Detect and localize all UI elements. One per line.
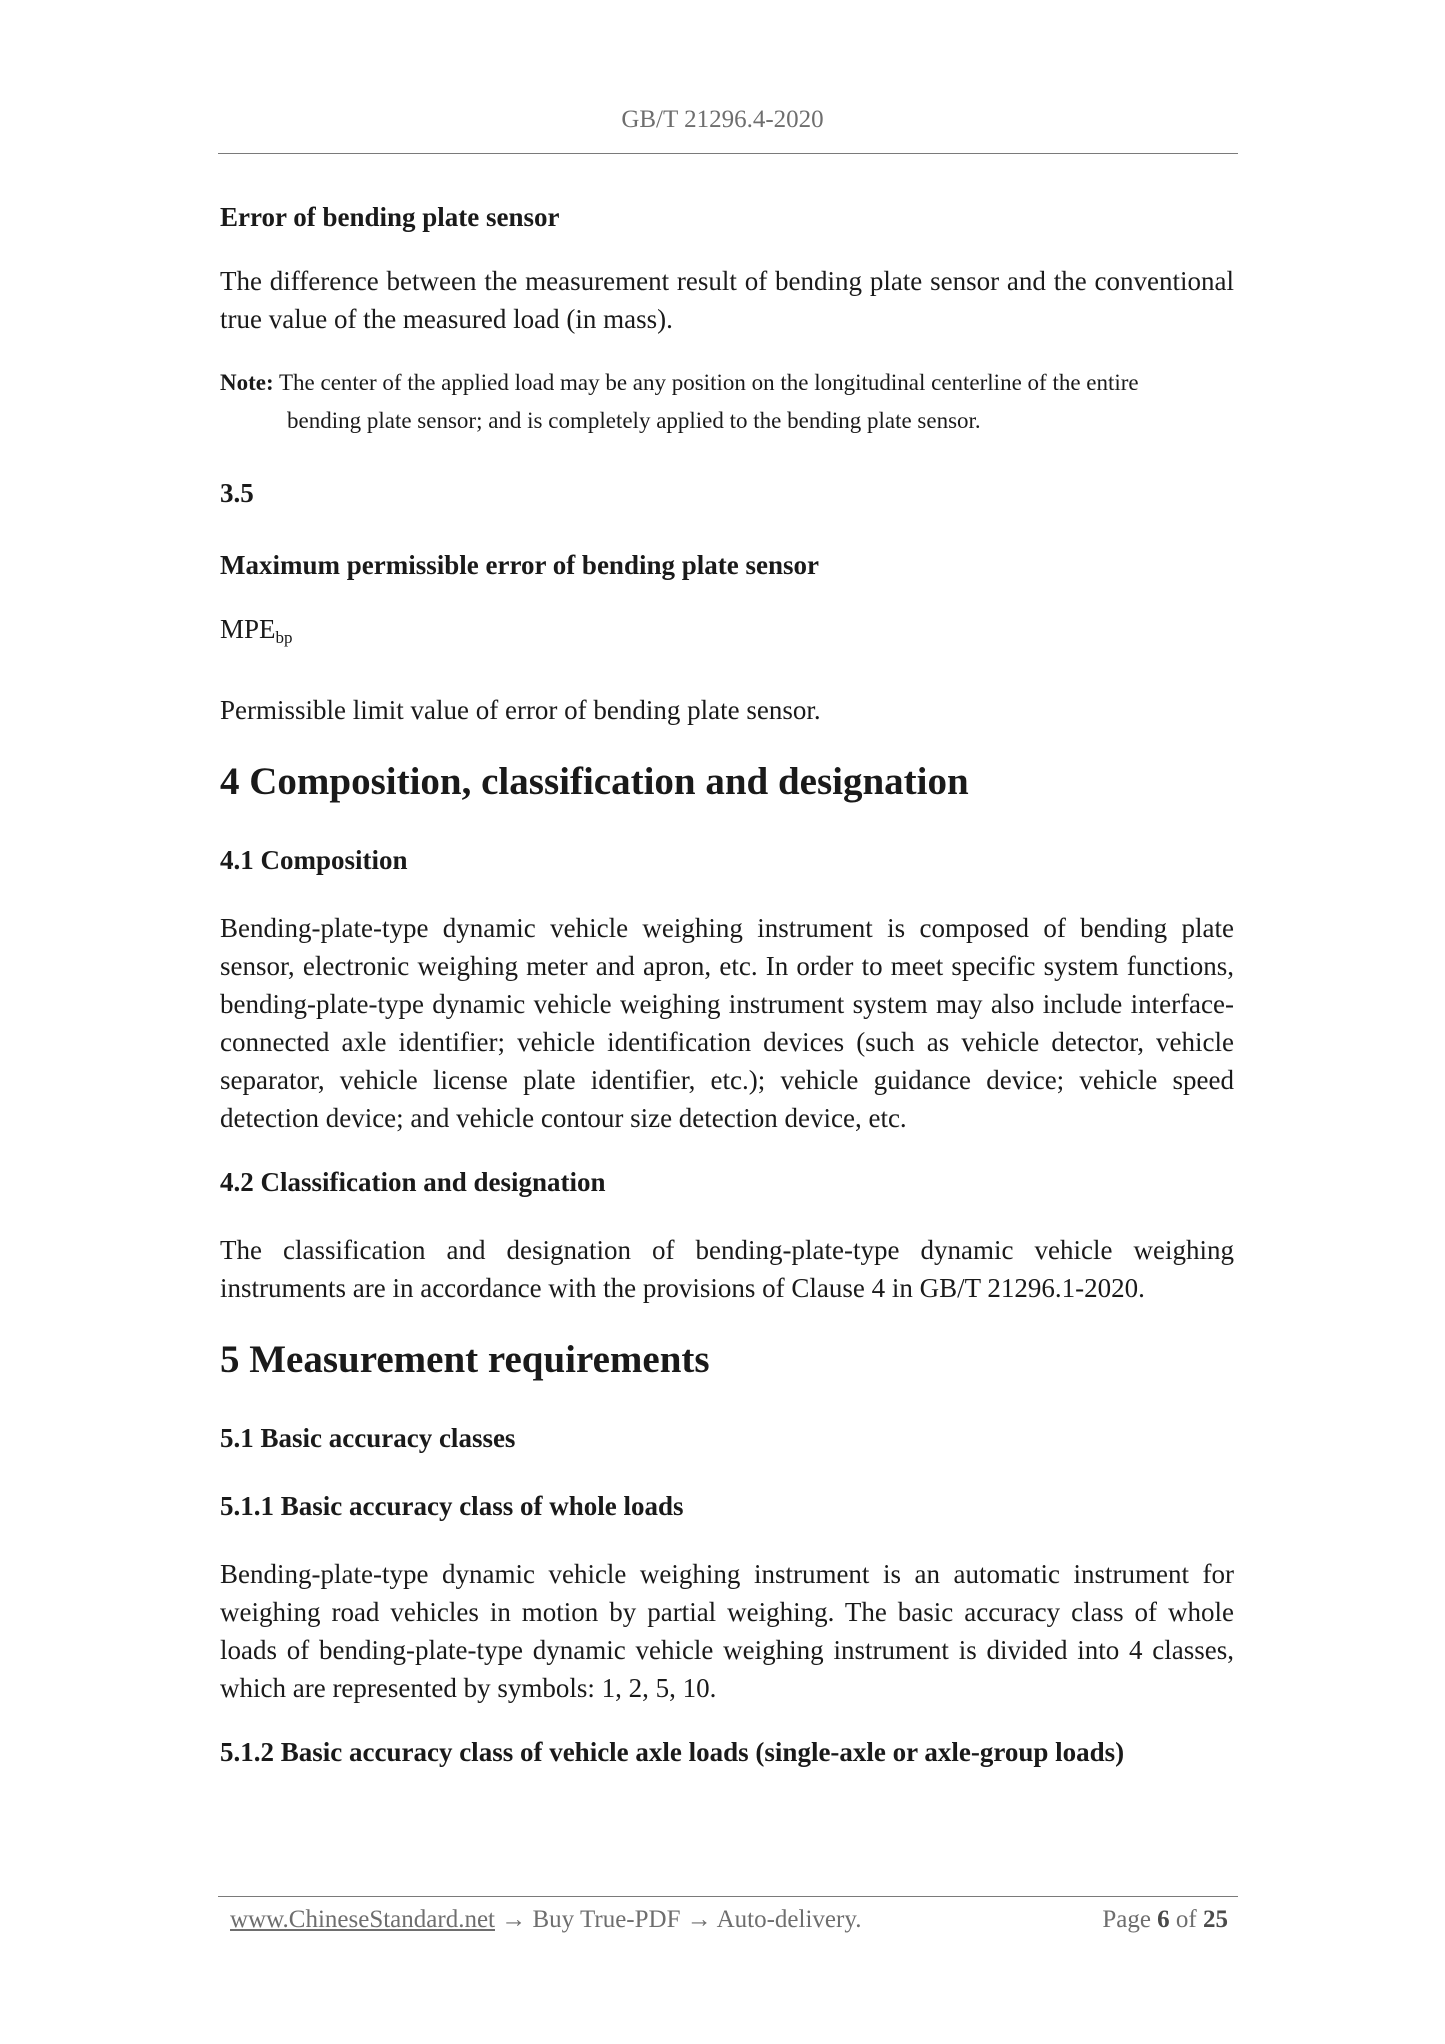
term-symbol bbox=[220, 610, 1234, 657]
clause-5-1-1-text: Bending-plate-type dynamic vehicle weighing instrument is an automatic instrument for weighing road vehicles in motion by partial weighing. The basic accuracy class of whole loads of bending-plate-type dynamic vehicle weighing instrument is divided into 4 classes, which are represented by symbols: 1, 2, 5, 10. bbox=[220, 1559, 1234, 1703]
page-body bbox=[220, 198, 1234, 1801]
page-footer bbox=[230, 1900, 1228, 1940]
document-id-header: GB/T 21296.4-2020 bbox=[621, 106, 824, 133]
note-line-1 bbox=[220, 364, 1234, 402]
footer-promo-text: → Buy True-PDF → Auto-delivery. bbox=[495, 1906, 862, 1933]
note-block bbox=[220, 364, 1234, 440]
clause-5-1-1-heading: 5.1.1 Basic accuracy class of whole loads bbox=[220, 1491, 684, 1521]
header-rule bbox=[218, 153, 1238, 154]
clause-4-1-text: Bending-plate-type dynamic vehicle weighing instrument is composed of bending plate sensor, electronic weighing meter and apron, etc. In order to meet specific system functions, bending-plate-type dynamic vehicle weighing instrument system may also include interface-connected axle identifier; vehicle identification devices (such as vehicle detector, vehicle separator, vehicle license plate identifier, etc.); vehicle guidance device; vehicle speed detection device; and vehicle contour size detection device, etc. bbox=[220, 913, 1234, 1133]
term-mpe-bending-plate-sensor: Maximum permissible error of bending plate sensor bbox=[220, 550, 819, 580]
symbol-main: MPE bbox=[220, 614, 276, 644]
term-definition: The difference between the measurement result of bending plate sensor and the conventional true value of the measured load (in mass). bbox=[220, 266, 1234, 334]
term-error-of-bending-plate-sensor: Error of bending plate sensor bbox=[220, 202, 560, 232]
section-5-heading: 5 Measurement requirements bbox=[220, 1338, 710, 1381]
clause-number-3-5: 3.5 bbox=[220, 478, 254, 508]
website-link[interactable]: www.ChineseStandard.net bbox=[230, 1906, 495, 1933]
clause-5-1-heading: 5.1 Basic accuracy classes bbox=[220, 1423, 516, 1453]
clause-4-1-heading: 4.1 Composition bbox=[220, 845, 408, 875]
footer-rule bbox=[218, 1896, 1238, 1897]
page-number: 6 bbox=[1157, 1906, 1170, 1933]
section-4-heading: 4 Composition, classification and designation bbox=[220, 760, 969, 803]
of-label: of bbox=[1175, 1906, 1197, 1933]
note-text-1: The center of the applied load may be any position on the longitudinal centerline of the entire bbox=[278, 370, 1139, 395]
note-text-2: bending plate sensor; and is completely applied to the bending plate sensor. bbox=[287, 408, 981, 433]
term-definition-3-5: Permissible limit value of error of bending plate sensor. bbox=[220, 695, 821, 725]
clause-4-2-text: The classification and designation of bending-plate-type dynamic vehicle weighing instruments are in accordance with the provisions of Clause 4 in GB/T 21296.1-2020. bbox=[220, 1235, 1234, 1303]
page-total: 25 bbox=[1203, 1906, 1228, 1933]
page-label: Page bbox=[1102, 1906, 1151, 1933]
symbol-subscript: bp bbox=[275, 628, 293, 647]
clause-4-2-heading: 4.2 Classification and designation bbox=[220, 1167, 606, 1197]
clause-5-1-2-heading: 5.1.2 Basic accuracy class of vehicle axle loads (single-axle or axle-group loads) bbox=[220, 1737, 1125, 1767]
page-indicator bbox=[1102, 1900, 1228, 1940]
note-label: Note: bbox=[220, 370, 274, 395]
